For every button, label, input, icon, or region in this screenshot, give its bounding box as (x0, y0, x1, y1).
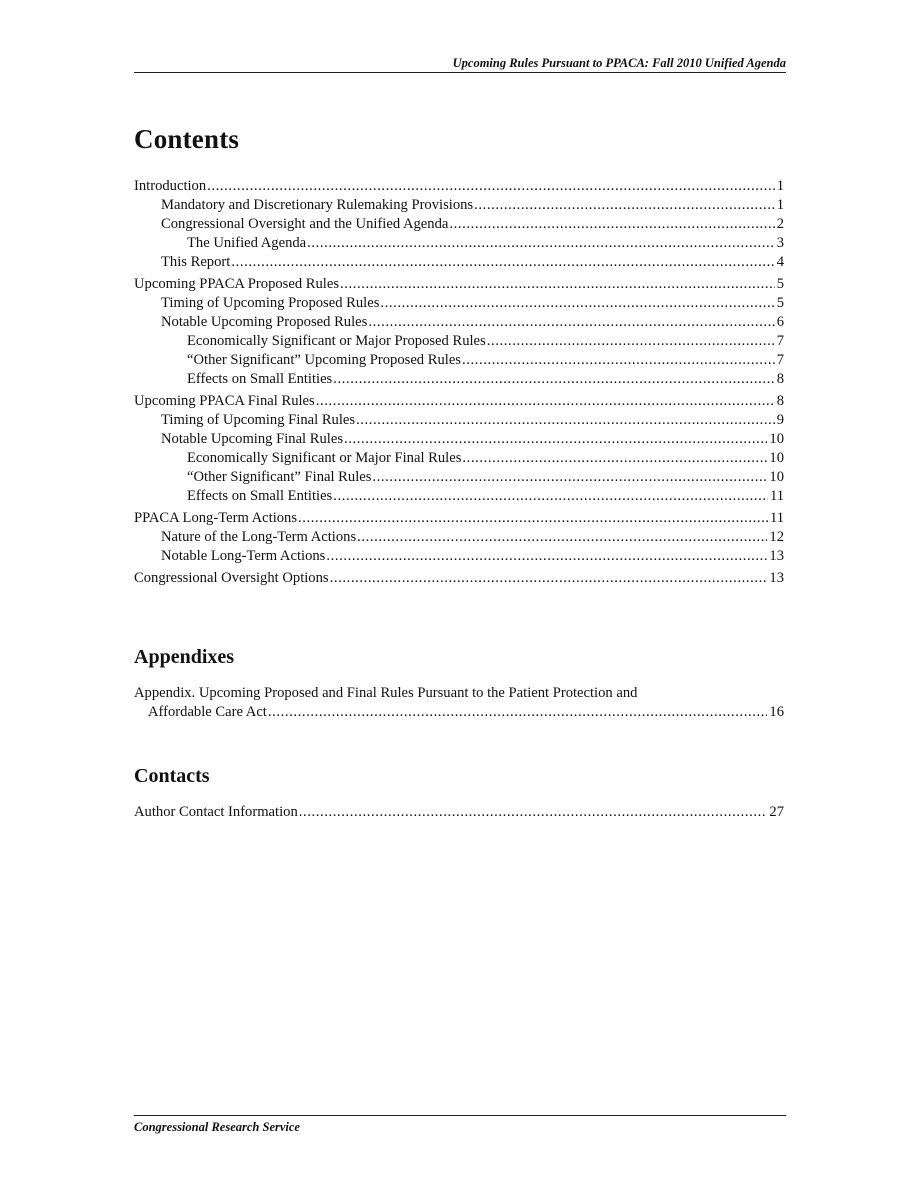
toc-entry[interactable] (134, 196, 784, 215)
toc-entry-page: 6 (776, 314, 784, 330)
toc-entry[interactable] (134, 411, 784, 430)
dot-leader (333, 487, 768, 506)
toc-entry[interactable] (134, 177, 784, 196)
dot-leader (474, 196, 775, 215)
dot-leader (368, 313, 774, 332)
toc-entry-title: The Unified Agenda (187, 235, 307, 251)
dot-leader (298, 509, 768, 528)
toc-entry-appendix[interactable] (134, 684, 784, 722)
toc-entry-title: Economically Significant or Major Proposed Rules (187, 333, 486, 349)
toc-entry-title: Nature of the Long-Term Actions (161, 529, 357, 545)
dot-leader (487, 332, 775, 351)
dot-leader (207, 177, 775, 196)
toc-entry-page: 5 (776, 276, 784, 292)
contents-list (134, 174, 784, 588)
dot-leader (340, 275, 775, 294)
toc-entry-page: 10 (769, 450, 784, 466)
dot-leader (356, 411, 775, 430)
toc-entry[interactable] (134, 351, 784, 370)
toc-entry-title: “Other Significant” Upcoming Proposed Rules (187, 352, 461, 368)
toc-entry-title: “Other Significant” Final Rules (187, 469, 372, 485)
dot-leader (307, 234, 775, 253)
toc-entry-page: 11 (769, 510, 784, 526)
toc-entry-title: Notable Upcoming Proposed Rules (161, 314, 368, 330)
toc-entry[interactable] (134, 449, 784, 468)
toc-entry[interactable] (134, 569, 784, 588)
dot-leader (316, 392, 775, 411)
toc-entry-title: Mandatory and Discretionary Rulemaking Provisions (161, 197, 474, 213)
toc-entry[interactable] (134, 332, 784, 351)
toc-entry[interactable] (134, 547, 784, 566)
toc-entry-page: 7 (776, 352, 784, 368)
toc-entry-page: 12 (769, 529, 784, 545)
contacts-heading: Contacts (134, 765, 210, 787)
dot-leader (380, 294, 774, 313)
toc-entry[interactable] (134, 509, 784, 528)
running-footer: Congressional Research Service (134, 1120, 300, 1134)
toc-entry-page: 13 (769, 570, 784, 586)
toc-entry-page: 10 (769, 469, 784, 485)
toc-entry-title: This Report (161, 254, 231, 270)
toc-entry[interactable] (134, 253, 784, 272)
toc-entry-page: 16 (769, 704, 784, 720)
toc-entry[interactable] (134, 803, 784, 822)
toc-entry-title: Notable Upcoming Final Rules (161, 431, 343, 447)
dot-leader (344, 430, 767, 449)
dot-leader (299, 803, 768, 822)
toc-entry[interactable] (134, 370, 784, 389)
toc-entry-page: 4 (776, 254, 784, 270)
toc-entry[interactable] (134, 487, 784, 506)
dot-leader (357, 528, 767, 547)
toc-entry[interactable] (134, 275, 784, 294)
toc-entry-page: 10 (769, 431, 784, 447)
toc-entry-page: 27 (769, 804, 784, 820)
toc-entry[interactable] (134, 392, 784, 411)
toc-entry-page: 1 (776, 178, 784, 194)
toc-entry-page: 13 (769, 548, 784, 564)
toc-entry-page: 11 (769, 488, 784, 504)
toc-entry-title-line2: Affordable Care Act (148, 704, 267, 720)
contacts-list (134, 800, 784, 822)
toc-entry-title: PPACA Long-Term Actions (134, 510, 298, 526)
footer-rule (134, 1115, 786, 1116)
toc-entry-title: Economically Significant or Major Final Rules (187, 450, 462, 466)
running-header: Upcoming Rules Pursuant to PPACA: Fall 2010 Unified Agenda (452, 56, 786, 70)
toc-entry-title: Congressional Oversight Options (134, 570, 329, 586)
toc-entry-page: 8 (776, 371, 784, 387)
toc-entry-title: Effects on Small Entities (187, 488, 333, 504)
header-rule (134, 72, 786, 73)
toc-entry-page: 5 (776, 295, 784, 311)
toc-entry-page: 8 (776, 393, 784, 409)
dot-leader (333, 370, 774, 389)
dot-leader (449, 215, 774, 234)
appendixes-heading: Appendixes (134, 646, 235, 668)
toc-entry-title: Author Contact Information (134, 804, 298, 820)
toc-entry-title: Upcoming PPACA Proposed Rules (134, 276, 340, 292)
toc-entry[interactable] (134, 313, 784, 332)
toc-entry-page: 9 (776, 412, 784, 428)
toc-entry[interactable] (134, 430, 784, 449)
dot-leader (462, 351, 775, 370)
dot-leader (330, 569, 768, 588)
toc-entry[interactable] (134, 528, 784, 547)
toc-entry-title: Introduction (134, 178, 207, 194)
dot-leader (462, 449, 767, 468)
toc-entry-page: 7 (776, 333, 784, 349)
toc-entry-title: Timing of Upcoming Proposed Rules (161, 295, 380, 311)
toc-entry-title: Notable Long-Term Actions (161, 548, 326, 564)
toc-entry-title-line1: Appendix. Upcoming Proposed and Final Rules Pursuant to the Patient Protection and (134, 685, 638, 701)
toc-entry-title: Timing of Upcoming Final Rules (161, 412, 356, 428)
dot-leader (372, 468, 767, 487)
toc-entry-title: Congressional Oversight and the Unified Agenda (161, 216, 449, 232)
toc-entry[interactable] (134, 468, 784, 487)
dot-leader (326, 547, 767, 566)
toc-entry[interactable] (134, 215, 784, 234)
toc-entry-page: 1 (776, 197, 784, 213)
dot-leader (268, 703, 768, 722)
toc-entry-title: Upcoming PPACA Final Rules (134, 393, 315, 409)
toc-entry-page: 2 (776, 216, 784, 232)
dot-leader (231, 253, 774, 272)
toc-entry-page: 3 (776, 235, 784, 251)
toc-entry[interactable] (134, 294, 784, 313)
toc-entry-title: Effects on Small Entities (187, 371, 333, 387)
toc-entry[interactable] (134, 234, 784, 253)
contents-heading: Contents (134, 124, 240, 154)
